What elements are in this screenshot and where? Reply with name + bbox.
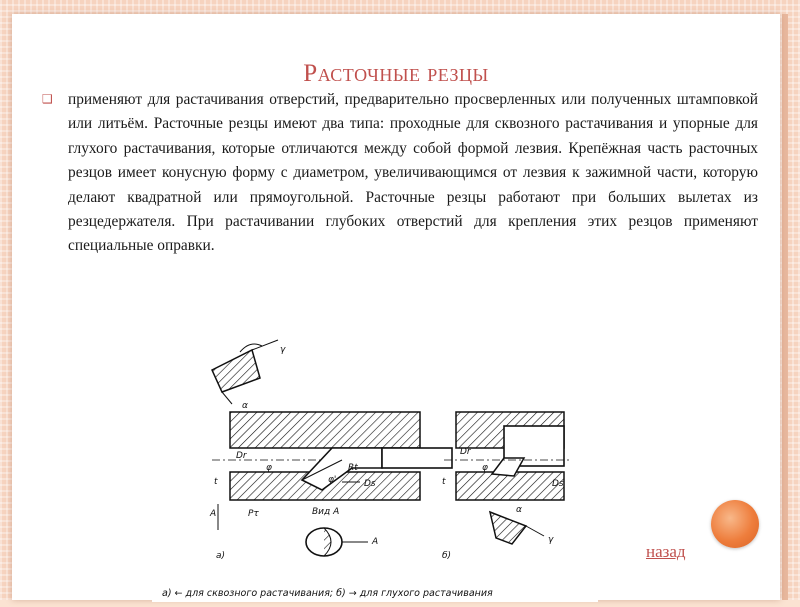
back-link[interactable]: назад [646, 542, 686, 561]
right-alpha-label: α [516, 505, 522, 515]
boring-tools-drawing [152, 330, 598, 602]
left-t-label: t [214, 477, 218, 487]
left-alpha-label: α [242, 401, 248, 411]
left-a-label: A [210, 509, 217, 519]
left-gamma-label: γ [280, 345, 286, 355]
right-gamma-label: γ [548, 535, 554, 545]
left-ds-label: Ds [364, 479, 376, 489]
slide-edge-strip [782, 14, 788, 600]
left-rt-label: Rt [348, 463, 358, 473]
right-ds-label: Ds [552, 479, 564, 489]
square-bullet-icon: ❑ [42, 92, 53, 106]
slide [12, 14, 780, 600]
boring-tools-figure [152, 330, 598, 602]
right-t-label: t [442, 477, 446, 487]
label-a: а) [216, 551, 226, 561]
left-tool-section [212, 340, 278, 404]
right-cutter-detail [490, 512, 544, 544]
decorative-circle-icon [711, 500, 759, 548]
left-view-a-detail [306, 528, 368, 556]
left-workpiece-top [230, 412, 420, 448]
left-vid-label: Вид А [312, 507, 340, 517]
left-pt-label: Pτ [248, 509, 259, 519]
left-dr-label: Dr [236, 451, 247, 461]
right-dr-label: Dr [460, 447, 471, 457]
slide-paragraph: применяют для растачивания отверстий, предварительно просверленных или полученных штамповкой или литьём. Расточные резцы имеют два типа: проходные для сквозного растачивания и упорные для глухого растачивания, которые отличаются между собой формой лезвия. Крепёжная часть расточных резцов имеет конусную форму с диаметром, увеличивающимся от лезвия к зажимной части, которую делают квадратной или прямоугольной. Расточные резцы работают при больших вылетах из резцедержателя. При растачивании глубоких отверстий для крепления этих резцов применяют специальные оправки. [68, 91, 758, 255]
right-phi-label: φ [482, 463, 488, 473]
left-view-a-label: А [372, 537, 379, 547]
slide-title: Расточные резцы [303, 60, 489, 87]
figure-caption: а) ← для сквозного растачивания; б) → для глухого растачивания [162, 588, 493, 599]
label-b: б) [442, 551, 452, 561]
left-phi1-label: φ' [328, 475, 337, 485]
left-phi-label: φ [266, 463, 272, 473]
